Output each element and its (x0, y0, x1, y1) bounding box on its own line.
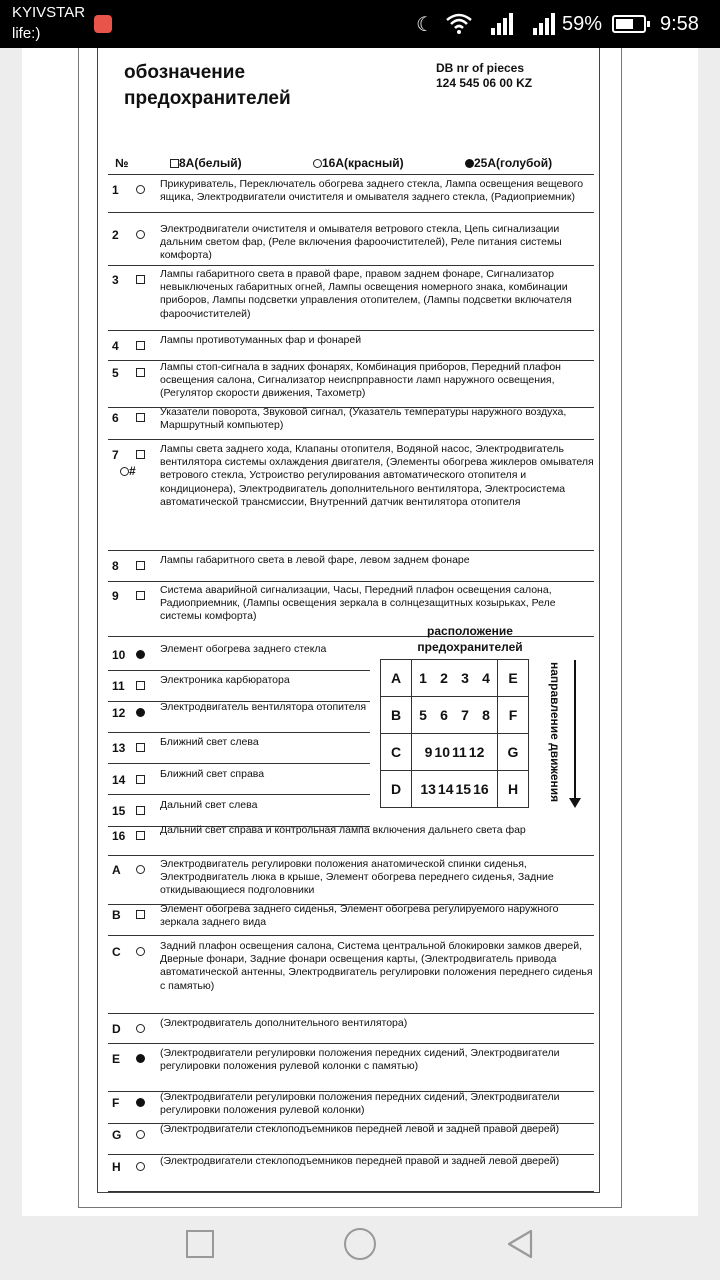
grid-fuse-number: 12 (468, 744, 485, 760)
title-line-1: обозначение (124, 62, 246, 83)
row-divider (108, 794, 370, 795)
header-divider (108, 174, 594, 175)
grid-row (381, 734, 529, 771)
location-title (385, 623, 555, 655)
grid-fuse-number: 14 (437, 781, 454, 797)
grid-row (381, 697, 529, 734)
grid-fuse-number: 10 (434, 744, 450, 760)
circle-icon[interactable] (344, 1228, 376, 1260)
square-icon[interactable] (186, 1230, 214, 1258)
row-divider (108, 550, 594, 551)
fuse-description: (Электродвигатель дополнительного вентилятора) (160, 1017, 408, 1029)
carrier-name: KYIVSTAR (12, 4, 86, 21)
direction-label (548, 662, 568, 802)
row-divider (108, 581, 594, 582)
square-icon (136, 561, 145, 570)
grid-fuse-number: 7 (461, 707, 469, 723)
grid-fuse-number: 5 (419, 707, 427, 723)
row-divider (108, 763, 370, 764)
square-icon (136, 681, 145, 690)
fuse-number: A (112, 863, 121, 877)
back-triangle-icon[interactable] (504, 1228, 536, 1260)
db-line-2: 124 545 06 00 KZ (436, 76, 533, 90)
square-icon (136, 275, 145, 284)
fuse-number: 3 (112, 273, 119, 287)
fuse-number: 12 (112, 706, 126, 720)
fuse-description: Ближний свет справа (160, 768, 265, 780)
row-divider (108, 439, 594, 440)
row-divider (108, 330, 594, 331)
fuse-number: 11 (112, 679, 125, 693)
grid-fuse-number: 2 (440, 670, 448, 686)
fuse-description: Лампы габаритного света в правой фаре, правом заднем фонаре, Сигнализатор невыключеных габаритных огней, Лампы освещения номерного знака, комбинации приборов, Лампы подсветки управления отопителем, (Лампы подсветки включателя фароочистителей) (160, 268, 572, 320)
direction-arrow-icon (574, 660, 576, 800)
fuse-number: B (112, 908, 121, 922)
signal-icon (490, 12, 516, 36)
fuse-number: 1 (112, 183, 119, 197)
fuse-number: 6 (112, 411, 119, 425)
moon-icon: ☾ (416, 14, 434, 36)
fuse-description: Лампы стоп-сигнала в задних фонарях, Комбинация приборов, Передний плафон освещения салона, Сигнализатор неиспрправности ламп наружного освещения, (Регулятор скорости движения, Тахометр) (160, 361, 561, 400)
circle-icon (136, 230, 145, 239)
grid-fuse-number: 1 (419, 670, 427, 686)
fuse-description: (Электродвигатели регулировки положения передних сидений, Электродвигатели регулировки положения рулевой колонки) (160, 1091, 560, 1117)
circle-icon (136, 865, 145, 874)
circle-icon (136, 947, 145, 956)
location-title-2: предохранителей (417, 640, 523, 654)
fuse-number: F (112, 1096, 120, 1110)
fuse-number: D (112, 1022, 121, 1036)
fuse-description: Задний плафон освещения салона, Система центральной блокировки замков дверей, Дверные фонари, Задние фонари освещения карты, (Электродвигатель привода автоматической антенны, Электродвигатель регулировки положения переднего сиденья с памятью) (160, 940, 593, 992)
fuse-description: Электроника карбюратора (160, 674, 290, 686)
circle-icon (313, 159, 322, 168)
fuse-number: 4 (112, 339, 119, 353)
circle-icon (136, 1024, 145, 1033)
carrier-name-2: life:) (12, 25, 41, 42)
clock: 9:58 (660, 13, 699, 35)
square-icon (136, 591, 145, 600)
row-divider (108, 670, 370, 671)
square-icon (136, 413, 145, 422)
row-7-hash: # (129, 464, 136, 478)
notification-app-icon (94, 15, 112, 33)
row-7-extra-mark (120, 464, 136, 478)
grid-right-fuse: G (498, 734, 529, 771)
fuse-description: Электродвигатель вентилятора отопителя (160, 701, 367, 713)
grid-left-fuse: C (381, 734, 412, 771)
fuse-description: Электродвигатели очистителя и омывателя ветрового стекла, Цепь сигнализации дальним светом фар, (Реле включения фароочистителей), Реле питания системы комфорта) (160, 223, 562, 262)
square-icon (136, 341, 145, 350)
grid-row (381, 771, 529, 808)
grid-fuse-number: 8 (482, 707, 490, 723)
fuse-number: 2 (112, 228, 119, 242)
signal-icon-2 (532, 12, 558, 36)
grid-fuse-number: 11 (451, 744, 467, 760)
grid-number-cell (412, 734, 498, 771)
grid-left-fuse: D (381, 771, 412, 808)
fuse-number: G (112, 1128, 122, 1142)
grid-fuse-number: 9 (424, 744, 433, 760)
fuse-description: Лампы противотуманных фар и фонарей (160, 334, 362, 346)
fuse-number: 14 (112, 773, 126, 787)
grid-number-cell (412, 697, 498, 734)
legend-8a-label: 8A(белый) (179, 156, 242, 170)
fuse-number: 8 (112, 559, 119, 573)
page-title (124, 60, 291, 112)
row-divider (108, 1191, 594, 1192)
grid-fuse-number: 15 (455, 781, 472, 797)
row-divider (108, 935, 594, 936)
square-icon (136, 775, 145, 784)
grid-number-cell (412, 771, 498, 808)
fuse-description: Ближний свет слева (160, 736, 259, 748)
square-icon (136, 450, 145, 459)
legend-8a (170, 156, 242, 170)
battery-percent: 59% (562, 13, 603, 35)
fuse-number: 10 (112, 648, 126, 662)
grid-right-fuse: H (498, 771, 529, 808)
fuse-number: 15 (112, 804, 126, 818)
grid-right-fuse: F (498, 697, 529, 734)
title-line-2: предохранителей (124, 88, 291, 109)
fuse-number: 13 (112, 741, 126, 755)
legend-25a-label: 25A(голубой) (474, 156, 553, 170)
row-divider (108, 732, 370, 733)
legend-16a-label: 16A(красный) (322, 156, 404, 170)
db-line-1: DB nr of pieces (436, 61, 525, 75)
grid-left-fuse: A (381, 660, 412, 697)
row-divider (108, 212, 594, 213)
fuse-number: 7 (112, 448, 119, 462)
grid-left-fuse: B (381, 697, 412, 734)
grid-row (381, 660, 529, 697)
fuse-number: 9 (112, 589, 119, 603)
fuse-description: (Электродвигатели регулировки положения передних сидений, Электродвигатели регулировки положения рулевой колонки с памятью) (160, 1047, 560, 1073)
grid-fuse-number: 3 (461, 670, 469, 686)
square-icon (136, 910, 145, 919)
legend-25a (465, 156, 552, 170)
db-number (436, 61, 532, 91)
fuse-description: (Электродвигатели стеклоподъемников передней левой и задней правой дверей) (160, 1123, 560, 1135)
grid-fuse-number: 6 (440, 707, 448, 723)
fuse-description: (Электродвигатели стеклоподъемников передней правой и задней левой дверей) (160, 1155, 560, 1167)
grid-number-cell (412, 660, 498, 697)
direction-text: направление движения (548, 662, 562, 803)
fuse-location-grid (380, 659, 529, 808)
row-divider (108, 855, 594, 856)
filled-circle-icon (136, 708, 145, 717)
filled-circle-icon (465, 159, 474, 168)
status-bar (0, 0, 720, 48)
fuse-number: E (112, 1052, 121, 1066)
battery-icon (612, 15, 646, 33)
circle-icon (136, 185, 145, 194)
fuse-number: 5 (112, 366, 119, 380)
fuse-description: Дальний свет слева (160, 799, 258, 811)
fuse-description: Дальний свет справа и контрольная лампа включения дальнего света фар (160, 824, 526, 836)
filled-circle-icon (136, 650, 145, 659)
header-number: № (115, 156, 129, 170)
fuse-description: Лампы габаритного света в левой фаре, левом заднем фонаре (160, 554, 470, 566)
fuse-description: Электродвигатель регулировки положения анатомической спинки сиденья, Электродвигатель люка в крыше, Элемент обогрева переднего сиденья, Задние откидывающиеся подголовники (160, 858, 554, 897)
circle-icon (136, 1130, 145, 1139)
filled-circle-icon (136, 1098, 145, 1107)
square-icon (136, 806, 145, 815)
row-divider (108, 1043, 594, 1044)
fuse-description: Элемент обогрева заднего сиденья, Элемент обогрева регулируемого наружного зеркала заднего вида (160, 903, 559, 929)
square-icon (136, 743, 145, 752)
legend-16a (313, 156, 404, 170)
grid-fuse-number: 13 (420, 781, 436, 797)
circle-icon (136, 1162, 145, 1171)
arrow-down-icon (569, 798, 581, 808)
row-divider (108, 265, 594, 266)
fuse-description: Элемент обогрева заднего стекла (160, 643, 327, 655)
fuse-number: C (112, 945, 121, 959)
square-icon (170, 159, 179, 168)
circle-icon (120, 467, 129, 476)
fuse-description: Система аварийной сигнализации, Часы, Передний плафон освещения салона, Радиоприемник, (Лампы освещения зеркала в солнцезащитных козырьках, Реле системы комфорта) (160, 584, 556, 623)
fuse-description: Прикуриватель, Переключатель обогрева заднего стекла, Лампа освещения вещевого ящика, Электродвигатели очистителя и омывателя заднего стекла, (Радиоприемник) (160, 178, 584, 204)
filled-circle-icon (136, 1054, 145, 1063)
fuse-description: Лампы света заднего хода, Клапаны отопителя, Водяной насос, Электродвигатель вентилятора системы охлаждения двигателя, (Элементы обогрева жиклеров омывателя ветрового стекла, Устроиство регулирования автоматического отопителя и кондиционера), Электродвигатель дополнительного вентилятора, Электросистема автоматической трансмиссии, Внутренний датчик вентилятора отопителя (160, 443, 594, 508)
grid-fuse-number: 16 (473, 781, 489, 797)
fuse-number: H (112, 1160, 121, 1174)
square-icon (136, 368, 145, 377)
fuse-number: 16 (112, 829, 126, 843)
grid-fuse-number: 4 (482, 670, 490, 686)
grid-right-fuse: E (498, 660, 529, 697)
wifi-icon (446, 12, 472, 34)
location-title-1: расположение (427, 624, 513, 638)
square-icon (136, 831, 145, 840)
row-divider (108, 1013, 594, 1014)
fuse-description: Указатели поворота, Звуковой сигнал, (Указатель температуры наружного воздуха, Маршрутный компьютер) (160, 406, 567, 432)
